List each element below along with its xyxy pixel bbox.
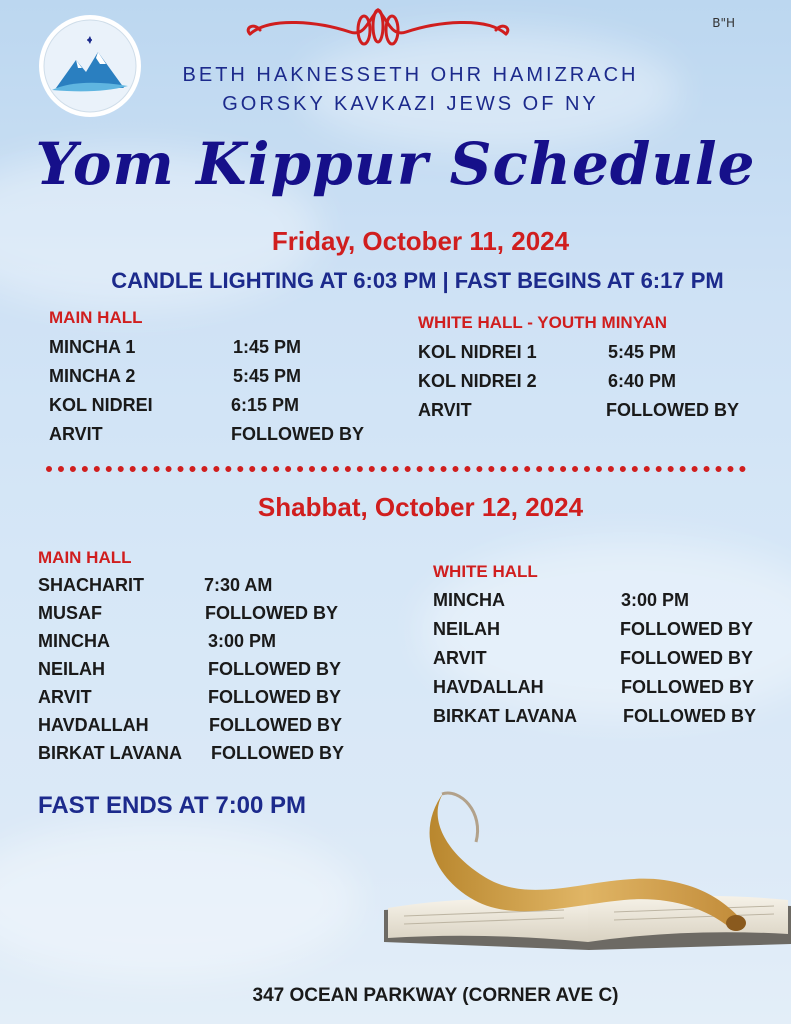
organization-subtitle: GORSKY KAVKAZI JEWS OF NY [222, 93, 599, 115]
candle-lighting-line: CANDLE LIGHTING AT 6:03 PM | FAST BEGINS AT 6:17 PM [111, 268, 724, 293]
corner-mark: B"H [712, 16, 735, 30]
friday-white-hall-heading: WHITE HALL - YOUTH MINYAN [418, 313, 668, 332]
prayer-time: FOLLOWED BY [208, 659, 341, 679]
dotted-divider [46, 466, 746, 472]
prayer-name: NEILAH [433, 619, 500, 639]
friday-main-hall-list [49, 333, 409, 449]
prayer-time: 3:00 PM [208, 631, 277, 651]
shabbat-date: Shabbat, October 12, 2024 [257, 492, 584, 522]
address: 347 OCEAN PARKWAY (CORNER AVE C) [252, 985, 619, 1006]
schedule-row [38, 655, 398, 683]
prayer-time: FOLLOWED BY [623, 706, 756, 726]
shabbat-white-hall-list [433, 586, 783, 731]
schedule-row [38, 739, 398, 767]
schedule-row [433, 586, 783, 615]
prayer-time: FOLLOWED BY [621, 677, 754, 697]
prayer-name: HAVDALLAH [433, 677, 544, 697]
flourish-ornament-icon [240, 2, 520, 52]
schedule-row [433, 673, 783, 702]
prayer-time: FOLLOWED BY [209, 715, 342, 735]
prayer-time: 3:00 PM [621, 590, 690, 610]
schedule-row [433, 702, 783, 731]
prayer-name: MINCHA [38, 631, 110, 651]
prayer-time: FOLLOWED BY [620, 648, 753, 668]
shabbat-white-hall-heading: WHITE HALL [433, 562, 538, 581]
prayer-name: KOL NIDREI [49, 395, 153, 415]
prayer-name: BIRKAT LAVANA [433, 706, 577, 726]
page-title: Yom Kippur Schedule [35, 130, 756, 198]
prayer-name: KOL NIDREI 2 [418, 371, 537, 391]
prayer-time: 5:45 PM [233, 366, 302, 386]
schedule-row [418, 367, 778, 396]
schedule-row [418, 396, 778, 425]
prayer-name: SHACHARIT [38, 575, 144, 595]
prayer-name: ARVIT [38, 687, 92, 707]
prayer-time: FOLLOWED BY [231, 424, 364, 444]
friday-white-hall-list [418, 338, 778, 425]
prayer-name: ARVIT [418, 400, 472, 420]
prayer-name: BIRKAT LAVANA [38, 743, 182, 763]
prayer-name: MINCHA 2 [49, 366, 136, 386]
prayer-time: FOLLOWED BY [205, 603, 338, 623]
schedule-row [433, 615, 783, 644]
prayer-name: MUSAF [38, 603, 102, 623]
prayer-name: MINCHA [433, 590, 505, 610]
prayer-time: 5:45 PM [608, 342, 677, 362]
schedule-row [418, 338, 778, 367]
friday-date: Friday, October 11, 2024 [271, 226, 570, 256]
schedule-row [49, 333, 409, 362]
prayer-time: FOLLOWED BY [620, 619, 753, 639]
schedule-row [38, 571, 398, 599]
schedule-row [49, 420, 409, 449]
schedule-row [49, 391, 409, 420]
friday-main-hall-heading: MAIN HALL [49, 308, 143, 327]
prayer-time: FOLLOWED BY [208, 687, 341, 707]
prayer-time: 6:15 PM [231, 395, 300, 415]
schedule-row [38, 711, 398, 739]
schedule-row [38, 683, 398, 711]
shabbat-main-hall-heading: MAIN HALL [38, 548, 132, 567]
cloud-decoration [0, 820, 360, 980]
shabbat-main-hall-list [38, 571, 398, 767]
prayer-time: FOLLOWED BY [606, 400, 739, 420]
schedule-row [38, 627, 398, 655]
prayer-time: FOLLOWED BY [211, 743, 344, 763]
schedule-row [49, 362, 409, 391]
prayer-time: 6:40 PM [608, 371, 677, 391]
prayer-name: ARVIT [433, 648, 487, 668]
prayer-name: KOL NIDREI 1 [418, 342, 537, 362]
schedule-row [38, 599, 398, 627]
schedule-row [433, 644, 783, 673]
prayer-name: HAVDALLAH [38, 715, 149, 735]
prayer-time: 7:30 AM [204, 575, 273, 595]
prayer-name: NEILAH [38, 659, 105, 679]
prayer-name: MINCHA 1 [49, 337, 136, 357]
prayer-time: 1:45 PM [233, 337, 302, 357]
fast-ends-notice: FAST ENDS AT 7:00 PM [38, 792, 307, 819]
prayer-name: ARVIT [49, 424, 103, 444]
shofar-book-icon [384, 782, 791, 962]
organization-name: BETH HAKNESSETH OHR HAMIZRACH [182, 64, 639, 86]
